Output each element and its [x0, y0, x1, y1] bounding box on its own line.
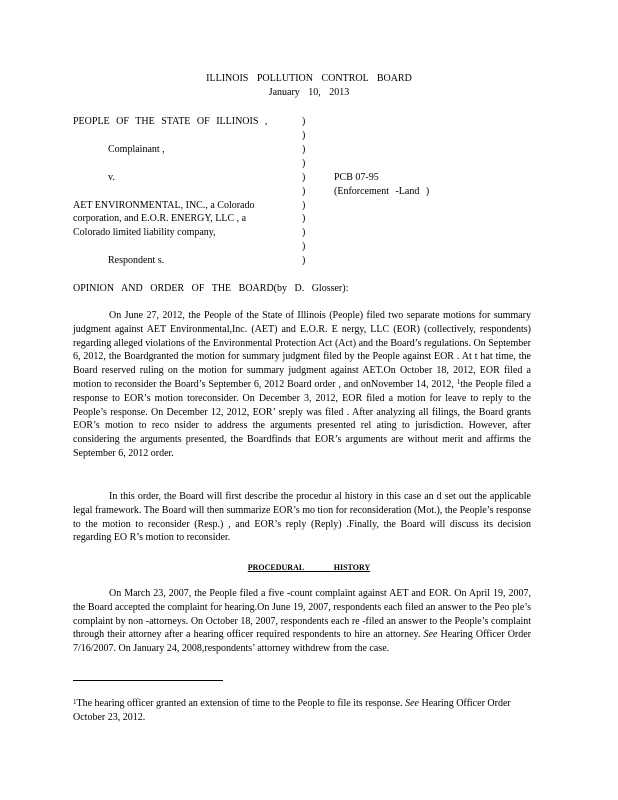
footnote-reference: 1	[456, 377, 461, 386]
defendant-line: Colorado limited liability company,	[73, 227, 216, 238]
opinion-title: OPINION AND ORDER OF THE BOARD(by D. Glosser):	[73, 283, 349, 294]
caption-paren: )	[302, 158, 306, 169]
order-date: January 10, 2013	[268, 87, 350, 98]
caption-paren: )	[302, 200, 306, 211]
footnote	[73, 697, 523, 725]
defendant-line: AET ENVIRONMENTAL, INC., a Colorado	[73, 200, 255, 211]
see-signal: See	[423, 629, 438, 641]
overview-paragraph: In this order, the Board will first describe the procedur al history in this case an d set out the applicable legal framework. The Board will then summarize EOR’s mo tion for reconsideration (Mot.), the People’s response to the motion to reconsider (Resp.) , and EOR’s reply (Reply) .Finally, the Board will discuss its decision regarding EO R’s motion to reconsider.	[73, 491, 531, 544]
footnote-text: The hearing officer granted an extension of time to the People to file its response.	[76, 698, 403, 709]
history-text-rest: Hearing Officer Order 7/16/2007. On January 24, 2008,respondents’ attorney withdrew from the case.	[73, 629, 532, 655]
case-number: PCB 07-95	[334, 172, 379, 183]
history-paragraph	[73, 587, 531, 656]
footnote-see-signal: See	[405, 698, 419, 709]
footnote-divider	[73, 680, 223, 681]
caption-paren: )	[302, 172, 306, 183]
footnote-text-rest: Hearing Officer Order October 23, 2012.	[73, 698, 511, 723]
versus: v.	[108, 172, 115, 183]
section-heading: PROCEDURAL HISTORY	[247, 563, 371, 572]
defendant-role: Respondent s.	[108, 255, 165, 266]
plaintiff-role: Complainant ,	[108, 144, 165, 155]
history-text: On March 23, 2007, the People filed a five -count complaint against AET and EOR. On April 19, 2007, the Board accepted the complaint for hearing.On June 19, 2007, respondents each filed an answer to the Peo ple’s complaint by non -attorneys. On October 18, 2007, respondents each re -filed an answer to the People’s complaint through their attorney after a hearing officer required respondents to hire an attorney.	[73, 588, 531, 641]
caption-paren: )	[302, 227, 306, 238]
footnote-mark: 1	[73, 698, 77, 706]
intro-text-rest: the People filed a response to EOR’s motion toreconsider. On December 3, 2012, EOR filed a motion for leave to reply to the People’s response. On December 12, 2012, EOR’ sreply was filed . After analyzing all filings, the Board grants EOR’s motion to reco nsider to address the arguments presented rel ating to jurisdiction. However, after considering the arguments presented, the Boardfinds that EOR’s arguments are without merit and affirms the September 6, 2012 order.	[73, 378, 532, 459]
intro-text: On June 27, 2012, the People of the State of Illinois (People) filed two separate motions for summary judgment against AET Environmental,Inc. (AET) and E.O.R. E nergy, LLC (EOR) (collectively, respondents) regarding alleged violations of the Environmental Protection Act (Act) and the Board’s regulations. On September 6, 2012, the Boardgranted the motion for summary judgment filed by the People against EOR . At t hat time, the Board reserved ruling on the motion for summary judgment against AET.On October 18, 2012, EOR filed a motion to reconsider the Board’s September 6, 2012 Board order , and onNovember 14, 2012,	[73, 310, 531, 390]
defendant-line: corporation, and E.O.R. ENERGY, LLC , a	[73, 213, 247, 224]
caption-paren: )	[302, 241, 306, 252]
caption-paren: )	[302, 186, 306, 197]
caption-paren: )	[302, 255, 306, 266]
caption-paren: )	[302, 213, 306, 224]
caption-paren: )	[302, 116, 306, 127]
case-type: (Enforcement -Land )	[334, 186, 430, 197]
caption-paren: )	[302, 144, 306, 155]
plaintiff-name: PEOPLE OF THE STATE OF ILLINOIS ,	[73, 116, 268, 127]
intro-paragraph	[73, 309, 531, 461]
agency-name: ILLINOIS POLLUTION CONTROL BOARD	[206, 73, 412, 84]
caption-paren: )	[302, 130, 306, 141]
